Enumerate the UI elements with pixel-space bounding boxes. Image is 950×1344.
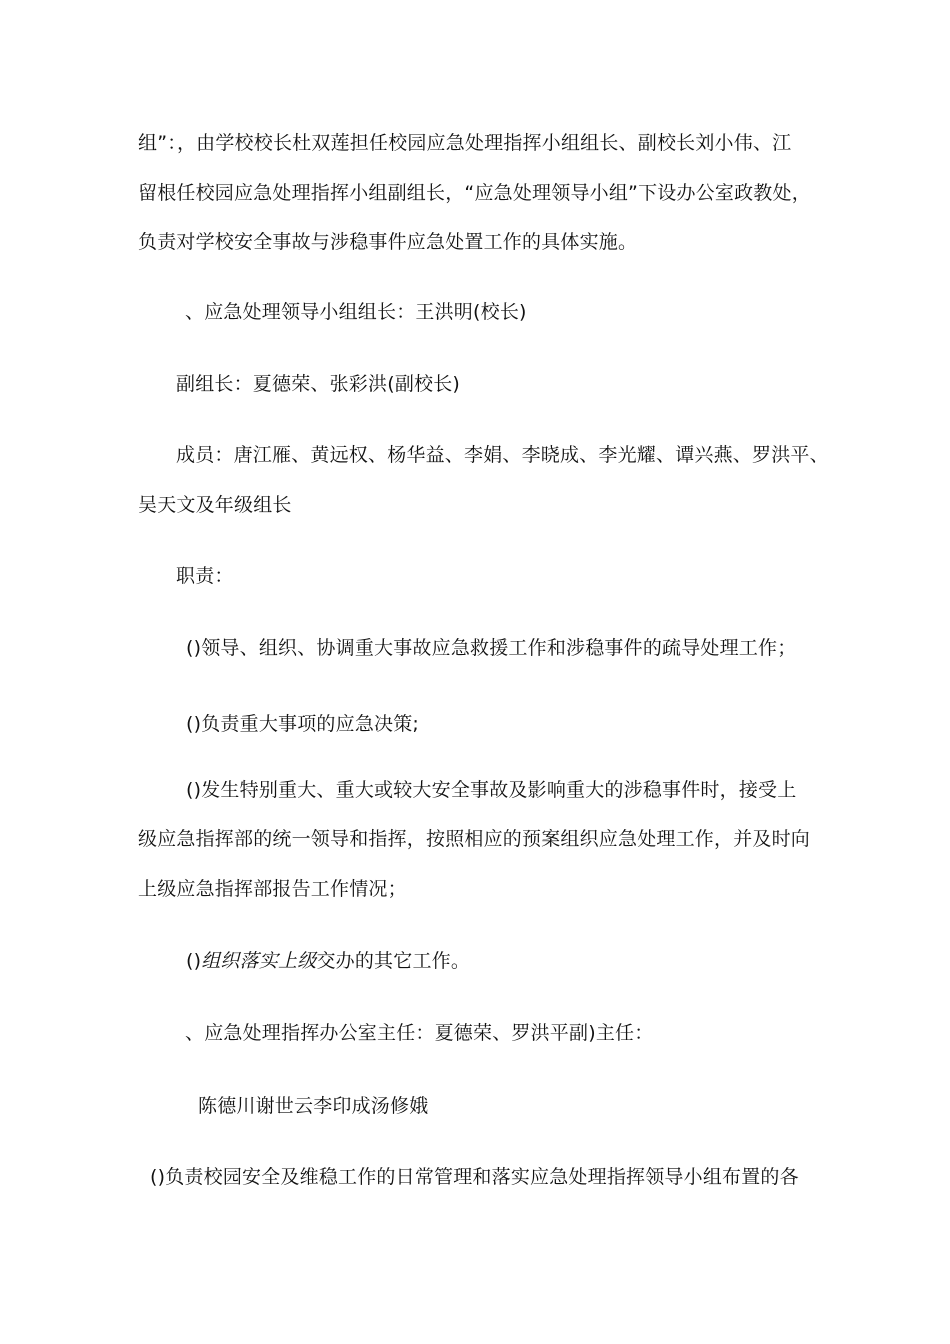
- duty-item: 上级应急指挥部报告工作情况；: [138, 878, 407, 900]
- members-line: 成员：唐江雁、黄远权、杨华益、李娟、李晓成、李光耀、谭兴燕、罗洪平、: [176, 444, 829, 466]
- duty-item: [186, 949, 470, 973]
- duty-italic-text: 组织落实上级: [201, 950, 317, 972]
- office-duty-item: ()负责校园安全及维稳工作的日常管理和落实应急处理指挥领导小组布置的各: [150, 1166, 799, 1188]
- duty-item: ()负责重大事项的应急决策;: [186, 713, 420, 735]
- duty-prefix: (): [186, 950, 202, 972]
- paragraph-line: 负责对学校安全事故与涉稳事件应急处置工作的具体实施。: [138, 231, 638, 253]
- duty-item: ()领导、组织、协调重大事故应急救援工作和涉稳事件的疏导处理工作；: [186, 637, 797, 659]
- duty-item: 级应急指挥部的统一领导和指挥，按照相应的预案组织应急处理工作，并及时向: [138, 828, 811, 850]
- paragraph-line: 留根任校园应急处理指挥小组副组长，“应急处理领导小组”下设办公室政教处，: [138, 182, 811, 204]
- members-line: 吴天文及年级组长: [138, 494, 292, 516]
- leader-line: 、应急处理领导小组组长：王洪明(校长): [185, 301, 527, 323]
- office-line: 、应急处理指挥办公室主任：夏德荣、罗洪平副)主任：: [185, 1022, 654, 1044]
- duty-suffix: 交办的其它工作。: [316, 950, 471, 972]
- duty-item: ()发生特别重大、重大或较大安全事故及影响重大的涉稳事件时，接受上: [186, 779, 797, 801]
- office-names: 陈德川谢世云李印成汤修娥: [198, 1095, 429, 1117]
- vice-leader-line: 副组长：夏德荣、张彩洪(副校长): [176, 373, 461, 395]
- duties-label: 职责：: [176, 565, 234, 587]
- paragraph-line: 组”：，由学校校长杜双莲担任校园应急处理指挥小组组长、副校长刘小伟、江: [138, 132, 792, 154]
